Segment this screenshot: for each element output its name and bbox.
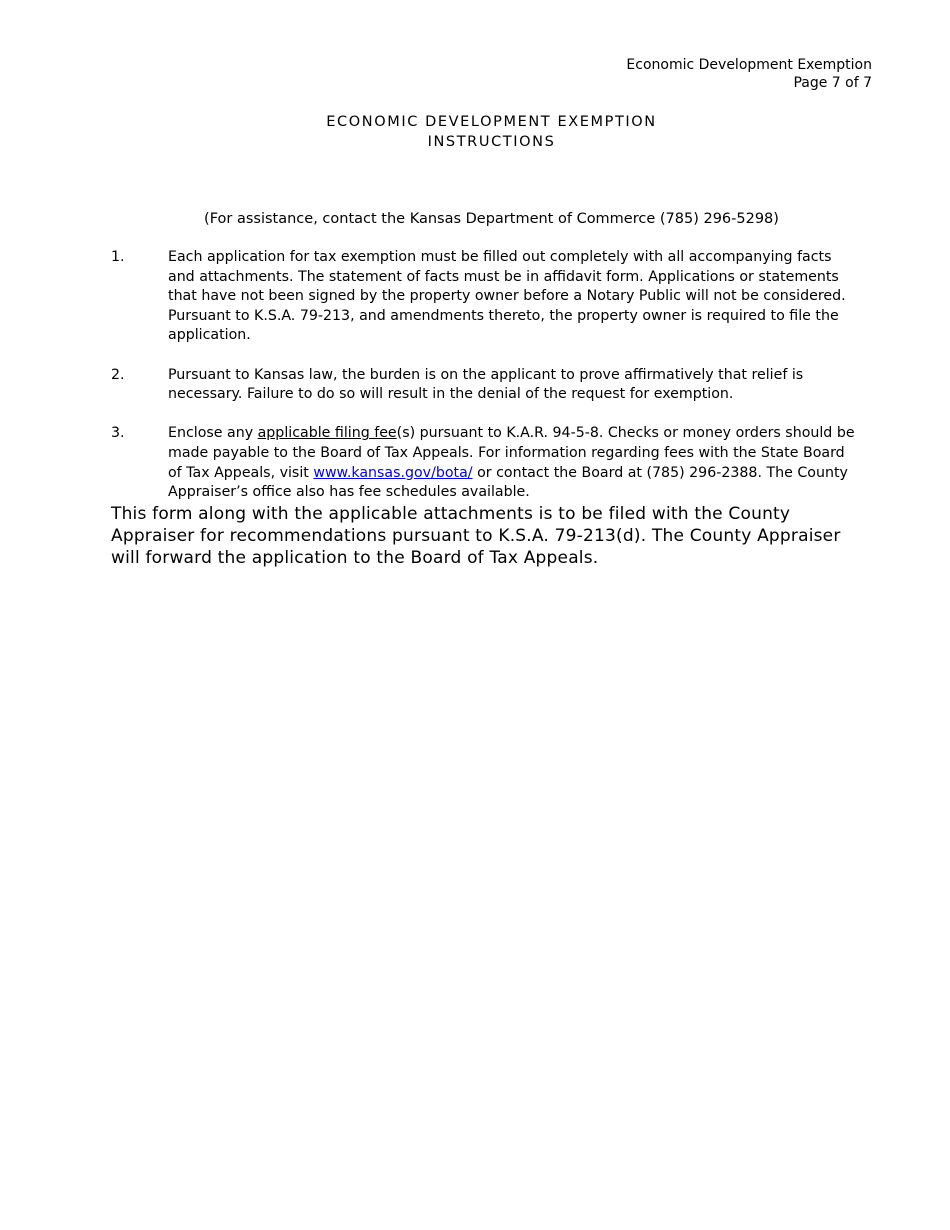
item-number: 2. xyxy=(111,366,125,383)
title-line-1: ECONOMIC DEVELOPMENT EXEMPTION xyxy=(326,114,657,130)
assistance-note: (For assistance, contact the Kansas Department of Commerce (785) 296-5298) xyxy=(204,211,779,227)
header-page-number: Page 7 of 7 xyxy=(793,75,872,91)
item-text: Pursuant to Kansas law, the burden is on the applicant to prove affirmatively that relief is necessary. Failure to do so will result in the denial of the request for exemption. xyxy=(168,366,804,403)
document-title xyxy=(0,112,950,152)
list-item xyxy=(111,424,856,502)
list-item xyxy=(111,366,856,405)
instructions-list xyxy=(111,248,856,522)
item-number: 1. xyxy=(111,249,125,265)
title-line-2: INSTRUCTIONS xyxy=(427,134,556,150)
item-text: Each application for tax exemption must be filled out completely with all accompanying facts and attachments. The statement of facts must be in affidavit form. Applications or statements that have not been signed by the property owner before a Notary Public will not be considered. Pursuant to K.S.A. 79-213, and amendments thereto, the property owner is required to file the application. xyxy=(168,249,846,344)
filing-fee-text: applicable filing fee xyxy=(257,425,397,442)
item-text-middle: (s) pursuant to K.A.R. 94-5-8. Checks or money orders should be made payable to the Board of Tax Appeals. For information regarding fees with the State Board of Tax Appeals, visit xyxy=(168,425,855,481)
item-text-after: or contact the Board at (785) 296-2388. The County Appraiser’s office also has fee schedules available. xyxy=(168,464,848,501)
page-header xyxy=(626,56,872,92)
item-text-before: Enclose any xyxy=(168,425,258,442)
header-form-name: Economic Development Exemption xyxy=(626,57,872,73)
closing-paragraph: This form along with the applicable attachments is to be filed with the County Appraiser for recommendations pursuant to K.S.A. 79-213(d). The County Appraiser will forward the application to the Board of Tax Appeals. xyxy=(111,504,841,568)
item-number: 3. xyxy=(111,425,125,442)
bota-website-link[interactable]: www.kansas.gov/bota/ xyxy=(313,464,473,481)
list-item xyxy=(111,248,856,346)
